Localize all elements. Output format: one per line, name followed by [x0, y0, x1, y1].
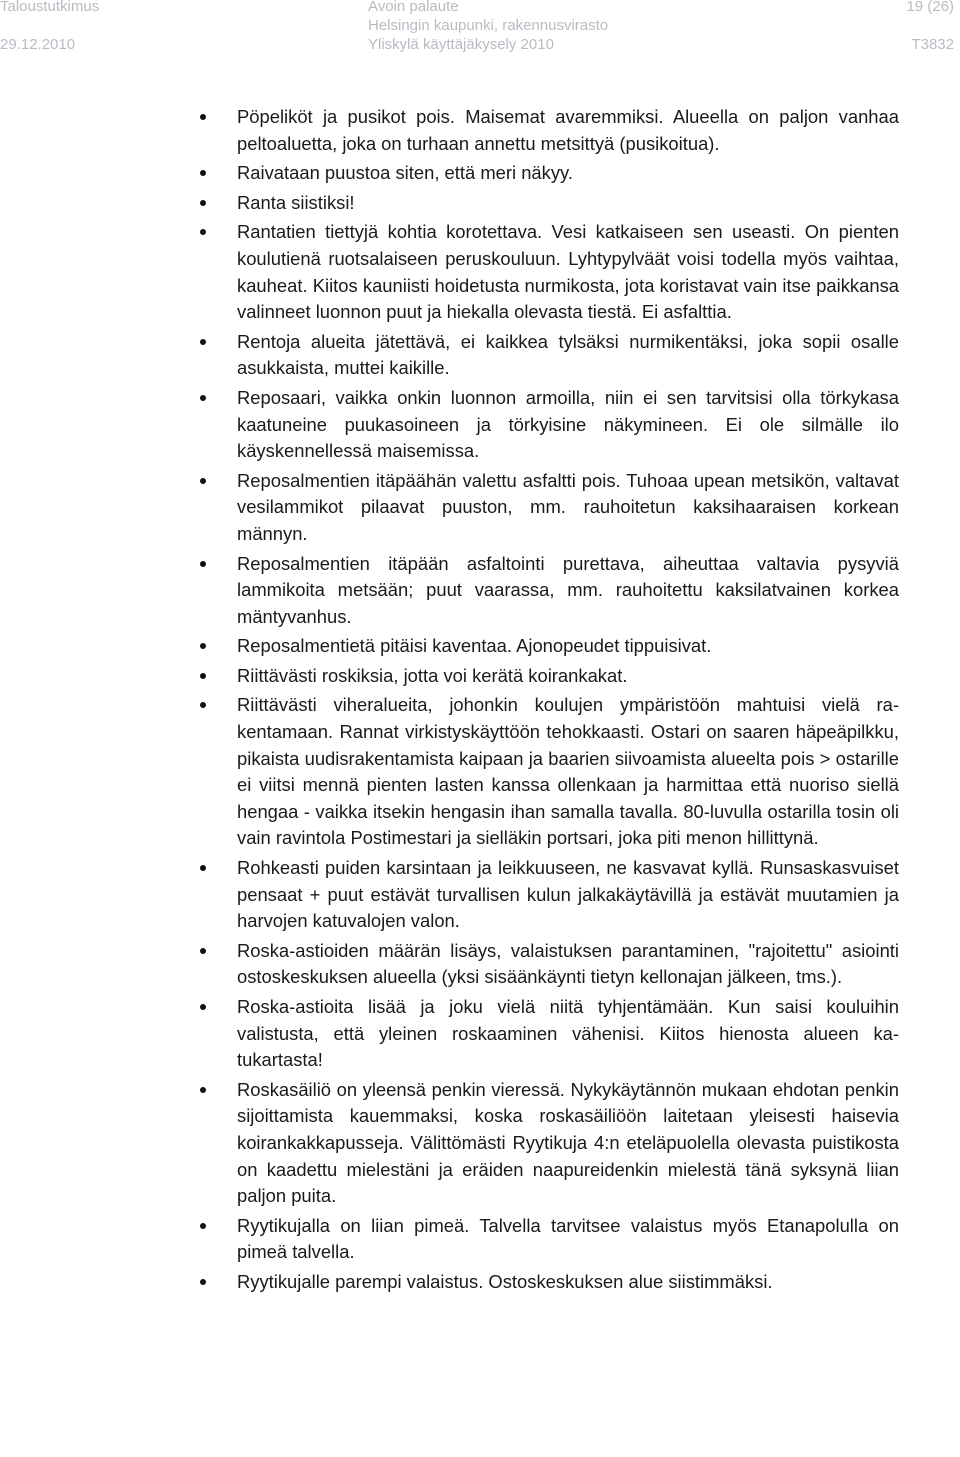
report-type: Taloustutkimus	[0, 0, 100, 15]
feedback-list	[0, 104, 960, 1296]
bullet-icon	[200, 561, 206, 567]
page-number: 19 (26)	[906, 0, 954, 15]
list-item	[0, 663, 960, 690]
bullet-icon	[200, 643, 206, 649]
feedback-text: Rohkeasti puiden karsintaan ja leikkuuseen, ne kasvavat kyllä. Runsaskasvuiset pensaat + puut estävät turvallisen kulun jalkakäytävillä ja estävät muutamien ja harvojen katuvalojen valon.	[237, 857, 899, 932]
bullet-icon	[200, 702, 206, 708]
list-item	[0, 938, 960, 991]
list-item	[0, 1077, 960, 1210]
bullet-icon	[200, 948, 206, 954]
bullet-icon	[200, 229, 206, 235]
list-item	[0, 385, 960, 465]
list-item	[0, 190, 960, 217]
bullet-icon	[200, 1004, 206, 1010]
feedback-text: Riittävästi roskiksia, jotta voi kerätä koirankakat.	[237, 664, 628, 686]
list-item	[0, 1213, 960, 1266]
bullet-icon	[200, 395, 206, 401]
feedback-text: Rantatien tiettyjä kohtia korotettava. Vesi katkaiseen sen useasti. On pienten koulutienä ruotsalaiseen peruskouluun. Lyhtypylväät voisi todella myös vaihtaa, kauheat. Kiitos kauniisti hoidetusta nurmikosta, jota koristavat vain itse paikkansa valinneet luonnon puut ja hiekalla olevasta tiestä. Ei asfalttia.	[237, 221, 899, 323]
feedback-text: Reposalmentien itäpään asfaltointi purettava, aiheuttaa valtavia pysyviä lammikoita metsään; puut vaarassa, mm. rauhoitettu kaksilatvainen korkea mäntyvanhus.	[237, 552, 899, 627]
bullet-icon	[200, 1223, 206, 1229]
feedback-text: Riittävästi viheralueita, johonkin koulujen ympäristöön mahtuisi vielä rakentamaan. Rannat virkistyskäyttöön tehokkaasti. Ostari on saaren häpeäpilkku, pikaista uudisrakentamista kaipaan ja baarien siivoamista alueelta pois > ostarille ei viitsi mennä pienten lasten kanssa ollenkaan ja harmittaa että nuoriso siellä hengaa - vaikka itsekin hengasin ihan samalla tavalla. 80-luvulla ostarilla tosin oli vain ravintola Postimestari ja sielläkin portsari, joka piti menon hillittynä.	[237, 694, 899, 849]
header-row-bottom	[0, 34, 960, 56]
client-name: Helsingin kaupunki, rakennusvirasto	[368, 17, 609, 34]
feedback-text: Reposalmentien itäpäähän valettu asfaltti pois. Tuhoaa upean metsikön, valtavat vesilammikot pilaavat puuston, mm. rauhoitetun kaksihaaraisen korkean männyn.	[237, 469, 899, 544]
feedback-text: Reposaari, vaikka onkin luonnon armoilla, niin ei sen tarvitsisi olla törkykasa kaatuneine puukasoineen ja törkyisine näkymineen. Ei ole silmälle ilo käyskennellessä maisemissa.	[237, 386, 899, 462]
bullet-icon	[200, 114, 206, 120]
list-item	[0, 633, 960, 660]
list-item	[0, 1269, 960, 1296]
feedback-text: Rentoja alueita jätettävä, ei kaikkea tylsäksi nurmikentäksi, joka sopii osalle asukkaista, muttei kaikille.	[237, 330, 899, 379]
list-item	[0, 994, 960, 1074]
feedback-text: Ryytikujalla on liian pimeä. Talvella tarvitsee valaistus myös Etanapolulla on pimeä talvella.	[237, 1214, 899, 1263]
survey-name: Yliskylä käyttäjäkysely 2010	[368, 36, 554, 53]
list-item	[0, 104, 960, 157]
feedback-text: Roska-astioita lisää ja joku vielä niitä tyhjentämään. Kun saisi kouluihin valistusta, että yleinen roskaaminen vähenisi. Kiitos hienosta alueen katukartasta!	[237, 996, 899, 1071]
bullet-icon	[200, 1087, 206, 1093]
bullet-icon	[200, 1279, 206, 1285]
list-item	[0, 329, 960, 382]
list-item	[0, 855, 960, 935]
list-item	[0, 551, 960, 631]
bullet-icon	[200, 170, 206, 176]
bullet-icon	[200, 478, 206, 484]
feedback-text: Ranta siistiksi!	[237, 191, 355, 213]
list-item	[0, 692, 960, 852]
feedback-content	[0, 104, 960, 1299]
project-code: T3832	[911, 36, 954, 53]
feedback-text: Roskasäiliö on yleensä penkin vieressä. Nykykäytännön mukaan ehdotan penkin sijoittamista kauemmaksi, koska roskasäiliöön laitetaan yleisesti haisevia koirankakkapusseja. Välittömästi Ryytikuja 4:n eteläpuolella olevasta puistikosta on kaadettu mielestäni ja eräiden naapureidenkin mielestä tänä syksynä liian paljon puita.	[237, 1078, 899, 1207]
list-item	[0, 468, 960, 548]
feedback-text: Pöpeliköt ja pusikot pois. Maisemat avaremmiksi. Alueella on paljon vanhaa peltoaluetta, joka on turhaan annettu metsittyä (pusikoitua).	[237, 106, 899, 154]
document-title: Avoin palaute	[368, 0, 459, 15]
bullet-icon	[200, 673, 206, 679]
feedback-text: Ryytikujalle parempi valaistus. Ostoskeskuksen alue siistimmäksi.	[237, 1270, 773, 1292]
feedback-text: Roska-astioiden määrän lisäys, valaistuksen parantaminen, "rajoitettu" asiointi ostoskeskuksen alueella (yksi sisäänkäynti tietyn kellonajan jälkeen, tms.).	[237, 939, 899, 988]
bullet-icon	[200, 865, 206, 871]
feedback-text: Reposalmentietä pitäisi kaventaa. Ajonopeudet tippuisivat.	[237, 635, 712, 657]
report-date: 29.12.2010	[0, 36, 76, 53]
list-item	[0, 160, 960, 187]
bullet-icon	[200, 200, 206, 206]
list-item	[0, 219, 960, 325]
bullet-icon	[200, 339, 206, 345]
page-header	[0, 0, 960, 60]
feedback-text: Raivataan puustoa siten, että meri näkyy.	[237, 162, 573, 184]
